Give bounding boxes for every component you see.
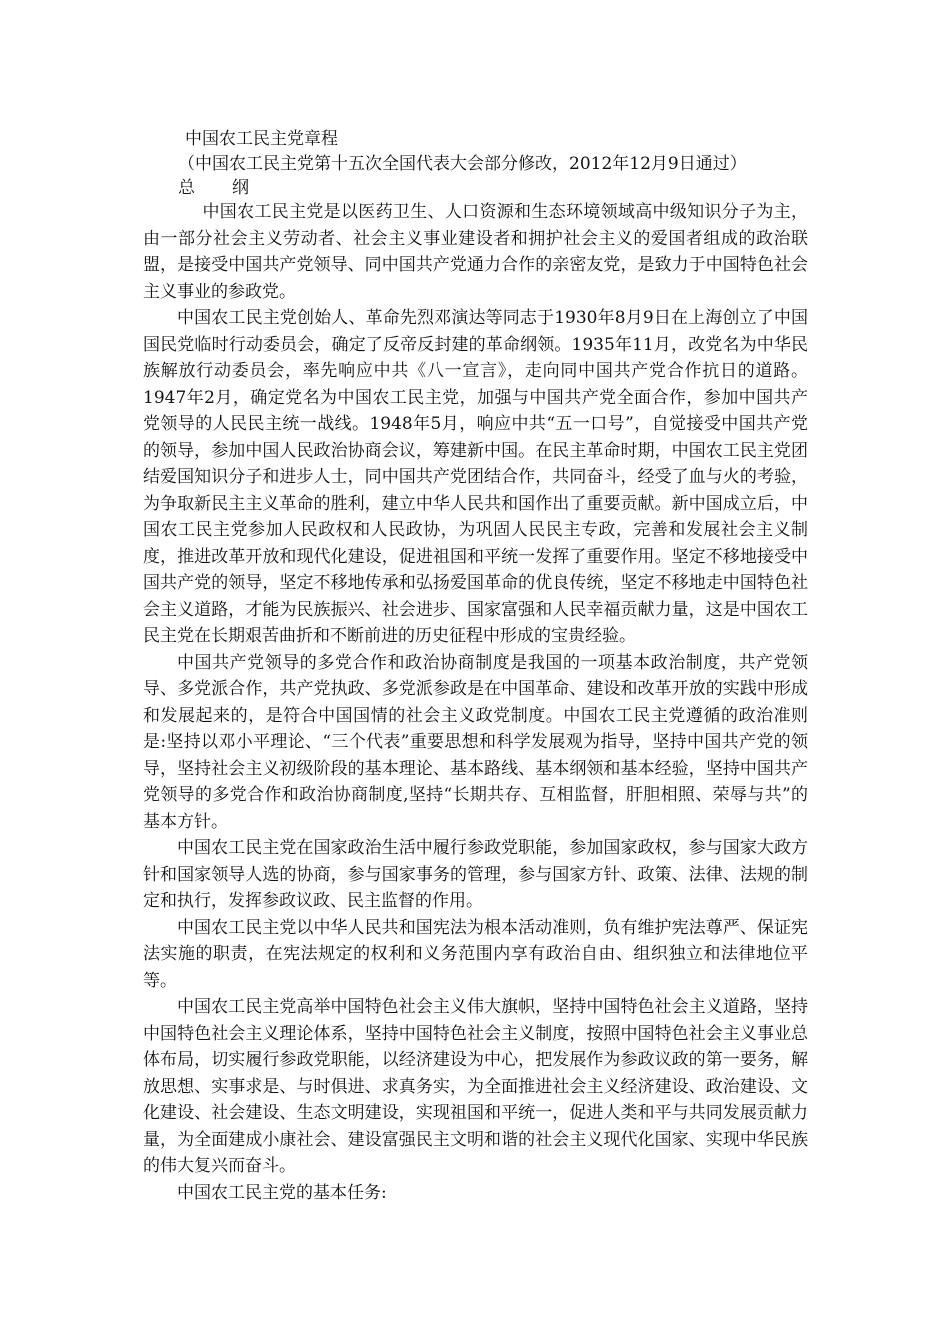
paragraph: 中国共产党领导的多党合作和政治协商制度是我国的一项基本政治制度，共产党领导、多党派合作，共产党执政、多党派参政是在中国革命、建设和改革开放的实践中形成和发展起来的，是符合中国国情的社会主义政党制度。中国农工民主党遵循的政治准则是:坚持以邓小平理论、“三个代表”重要思想和科学发展观为指导，坚持中国共产党的领导，坚持社会主义初级阶段的基本理论、基本路线、基本纲领和基本经验，坚持中国共产党领导的多党合作和政治协商制度,坚持“长期共存、互相监督，肝胆相照、荣辱与共”的基本方针。	[143, 652, 808, 832]
paragraph: 中国农工民主党以中华人民共和国宪法为根本活动准则，负有维护宪法尊严、保证宪法实施的职责，在宪法规定的权利和义务范围内享有政治自由、组织独立和法律地位平等。	[143, 917, 808, 991]
document-body	[143, 199, 808, 1206]
paragraph: 中国农工民主党创始人、革命先烈邓演达等同志于1930年8月9日在上海创立了中国国民党临时行动委员会，确定了反帝反封建的革命纲领。1935年11月，改党名为中华民族解放行动委员会，率先响应中共《八一宣言》，走向同中国共产党合作抗日的道路。1947年2月，确定党名为中国农工民主党，加强与中国共产党全面合作，参加中国共产党领导的人民民主统一战线。1948年5月，响应中共“五一口号”，自觉接受中国共产党的领导，参加中国人民政治协商会议，筹建新中国。在民主革命时期，中国农工民主党团结爱国知识分子和进步人士，同中国共产党团结合作，共同奋斗，经受了血与火的考验，为争取新民主主义革命的胜利，建立中华人民共和国作出了重要贡献。新中国成立后，中国农工民主党参加人民政权和人民政协，为巩固人民民主专政，完善和发展社会主义制度，推进改革开放和现代化建设，促进祖国和平统一发挥了重要作用。坚定不移地接受中国共产党的领导，坚定不移地传承和弘扬爱国革命的优良传统，坚定不移地走中国特色社会主义道路，才能为民族振兴、社会进步、国家富强和人民幸福贡献力量，这是中国农工民主党在长期艰苦曲折和不断前进的历史征程中形成的宝贵经验。	[143, 308, 808, 646]
paragraph: 中国农工民主党的基本任务:	[177, 1182, 387, 1203]
paragraph: 中国农工民主党高举中国特色社会主义伟大旗帜，坚持中国特色社会主义道路，坚持中国特色社会主义理论体系，坚持中国特色社会主义制度，按照中国特色社会主义事业总体布局，切实履行参政党职能，以经济建设为中心，把发展作为参政议政的第一要务，解放思想、实事求是、与时俱进、求真务实，为全面推进社会主义经济建设、政治建设、文化建设、社会建设、生态文明建设，实现祖国和平统一，促进人类和平与共同发展贡献力量，为全面建成小康社会、建设富强民主文明和谐的社会主义现代化国家、实现中华民族的伟大复兴而奋斗。	[143, 997, 808, 1176]
document-title: 中国农工民主党章程	[185, 129, 338, 149]
document-subtitle: （中国农工民主党第十五次全国代表大会部分修改，2012年12月9日通过）	[178, 154, 747, 174]
paragraph: 中国农工民主党是以医药卫生、人口资源和生态环境领域高中级知识分子为主，由一部分社会主义劳动者、社会主义事业建设者和拥护社会主义的爱国者组成的政治联盟，是接受中国共产党领导、同中国共产党通力合作的亲密友党，是致力于中国特色社会主义事业的参政党。	[143, 202, 808, 302]
section-heading: 总 纲	[178, 178, 259, 198]
paragraph: 中国农工民主党在国家政治生活中履行参政党职能，参加国家政权，参与国家大政方针和国家领导人选的协商，参与国家事务的管理，参与国家方针、政策、法律、法规的制定和执行，发挥参政议政、民主监督的作用。	[143, 838, 808, 911]
